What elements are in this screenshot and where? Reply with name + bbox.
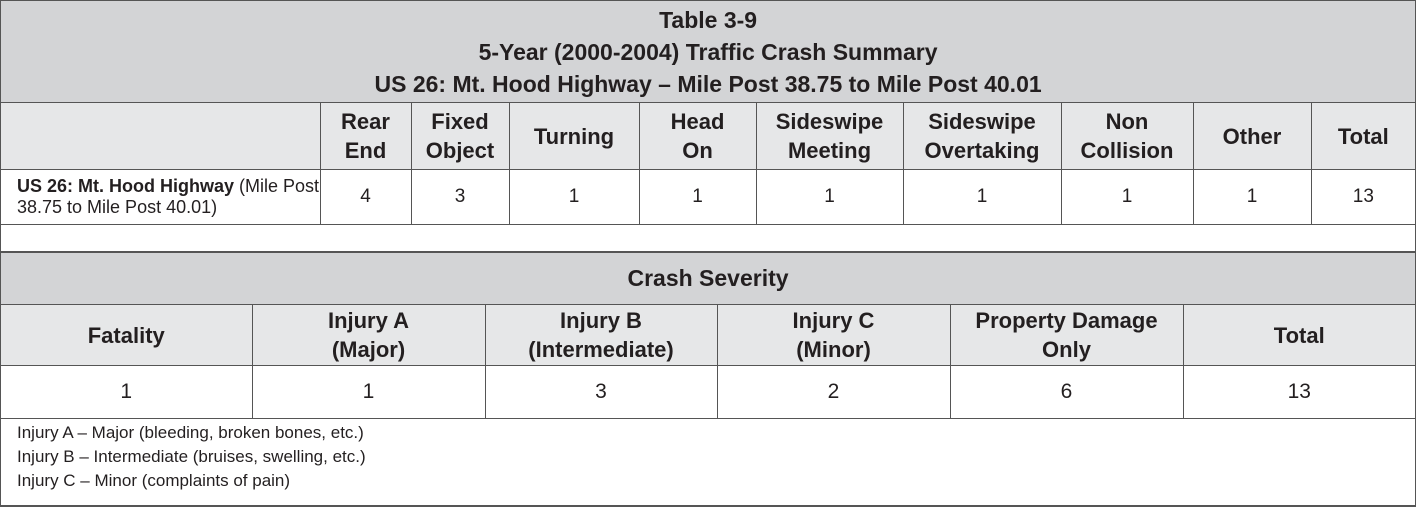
table-location: US 26: Mt. Hood Highway – Mile Post 38.75 to Mile Post 40.01 — [374, 70, 1042, 97]
crash-type-header — [1061, 103, 1193, 170]
crash-count-cell: 1 — [903, 170, 1061, 225]
crash-type-header-line: Sideswipe — [928, 109, 1036, 134]
crash-type-header — [1311, 103, 1415, 170]
crash-type-header-line: Meeting — [787, 138, 872, 163]
table-number: Table 3-9 — [659, 6, 758, 33]
crash-type-header-line: End — [344, 138, 387, 163]
row-label-rest: (Mile Post 38.75 to Mile Post 40.01) — [17, 176, 320, 217]
severity-header — [950, 305, 1183, 366]
severity-header — [717, 305, 950, 366]
crash-type-header — [1193, 103, 1311, 170]
crash-count-cell: 1 — [1193, 170, 1311, 225]
crash-count-cell: 1 — [1061, 170, 1193, 225]
severity-header — [1, 305, 252, 366]
crash-type-header — [756, 103, 903, 170]
severity-header-line: Fatality — [87, 322, 165, 348]
crash-type-table — [1, 1, 1415, 252]
crash-type-header-line: Object — [425, 138, 495, 163]
crash-type-header-line: Sideswipe — [775, 109, 884, 134]
empty-header-cell — [1, 103, 320, 170]
note-injury-c: Injury C – Minor (complaints of pain) — [17, 471, 291, 490]
crash-type-header-line: Head — [670, 109, 725, 134]
crash-count-cell: 3 — [411, 170, 509, 225]
severity-header-line: (Minor) — [796, 337, 871, 362]
crash-type-header-line: Non — [1105, 109, 1149, 134]
row-label — [1, 170, 320, 225]
crash-severity-table — [1, 252, 1415, 506]
severity-header — [485, 305, 717, 366]
severity-header-line: Total — [1273, 322, 1325, 348]
crash-type-header-line: Overtaking — [924, 138, 1040, 163]
severity-header-line: Only — [1042, 337, 1091, 362]
crash-type-header-line: Turning — [533, 123, 615, 149]
crash-type-header-line: Other — [1222, 123, 1282, 149]
crash-count-cell: 1 — [639, 170, 756, 225]
crash-type-header-line: Rear — [341, 109, 390, 134]
severity-header-line: (Major) — [331, 337, 406, 362]
crash-type-header — [639, 103, 756, 170]
table-subtitle: 5-Year (2000-2004) Traffic Crash Summary — [478, 38, 938, 65]
crash-count-cell: 4 — [320, 170, 411, 225]
crash-type-header-line: Total — [1337, 123, 1389, 149]
severity-count-cell: 13 — [1183, 366, 1415, 419]
crash-count-cell: 1 — [509, 170, 639, 225]
severity-header — [252, 305, 485, 366]
spacer-row — [1, 225, 1415, 252]
severity-title: Crash Severity — [1, 253, 1415, 305]
severity-count-cell: 3 — [485, 366, 717, 419]
notes — [1, 419, 1415, 506]
row-label-bold: US 26: Mt. Hood Highway — [17, 176, 235, 196]
crash-type-header — [903, 103, 1061, 170]
severity-header — [1183, 305, 1415, 366]
crash-type-header — [509, 103, 639, 170]
severity-header-line: Injury A — [327, 308, 410, 333]
severity-header-line: Injury B — [560, 308, 642, 333]
crash-type-header-line: On — [682, 138, 713, 163]
severity-count-cell: 1 — [1, 366, 252, 419]
crash-type-header — [411, 103, 509, 170]
severity-count-cell: 2 — [717, 366, 950, 419]
crash-type-header-line: Fixed — [431, 109, 489, 134]
severity-header-line: Property Damage — [975, 308, 1158, 333]
severity-count-cell: 6 — [950, 366, 1183, 419]
note-injury-b: Injury B – Intermediate (bruises, swelling, etc.) — [17, 447, 366, 466]
severity-header-line: (Intermediate) — [528, 337, 674, 362]
crash-type-header — [320, 103, 411, 170]
table-title — [1, 1, 1415, 103]
severity-header-line: Injury C — [792, 308, 875, 333]
crash-count-cell: 1 — [756, 170, 903, 225]
note-injury-a: Injury A – Major (bleeding, broken bones, etc.) — [17, 423, 364, 442]
crash-count-cell: 13 — [1311, 170, 1415, 225]
severity-count-cell: 1 — [252, 366, 485, 419]
crash-type-header-line: Collision — [1080, 138, 1174, 163]
